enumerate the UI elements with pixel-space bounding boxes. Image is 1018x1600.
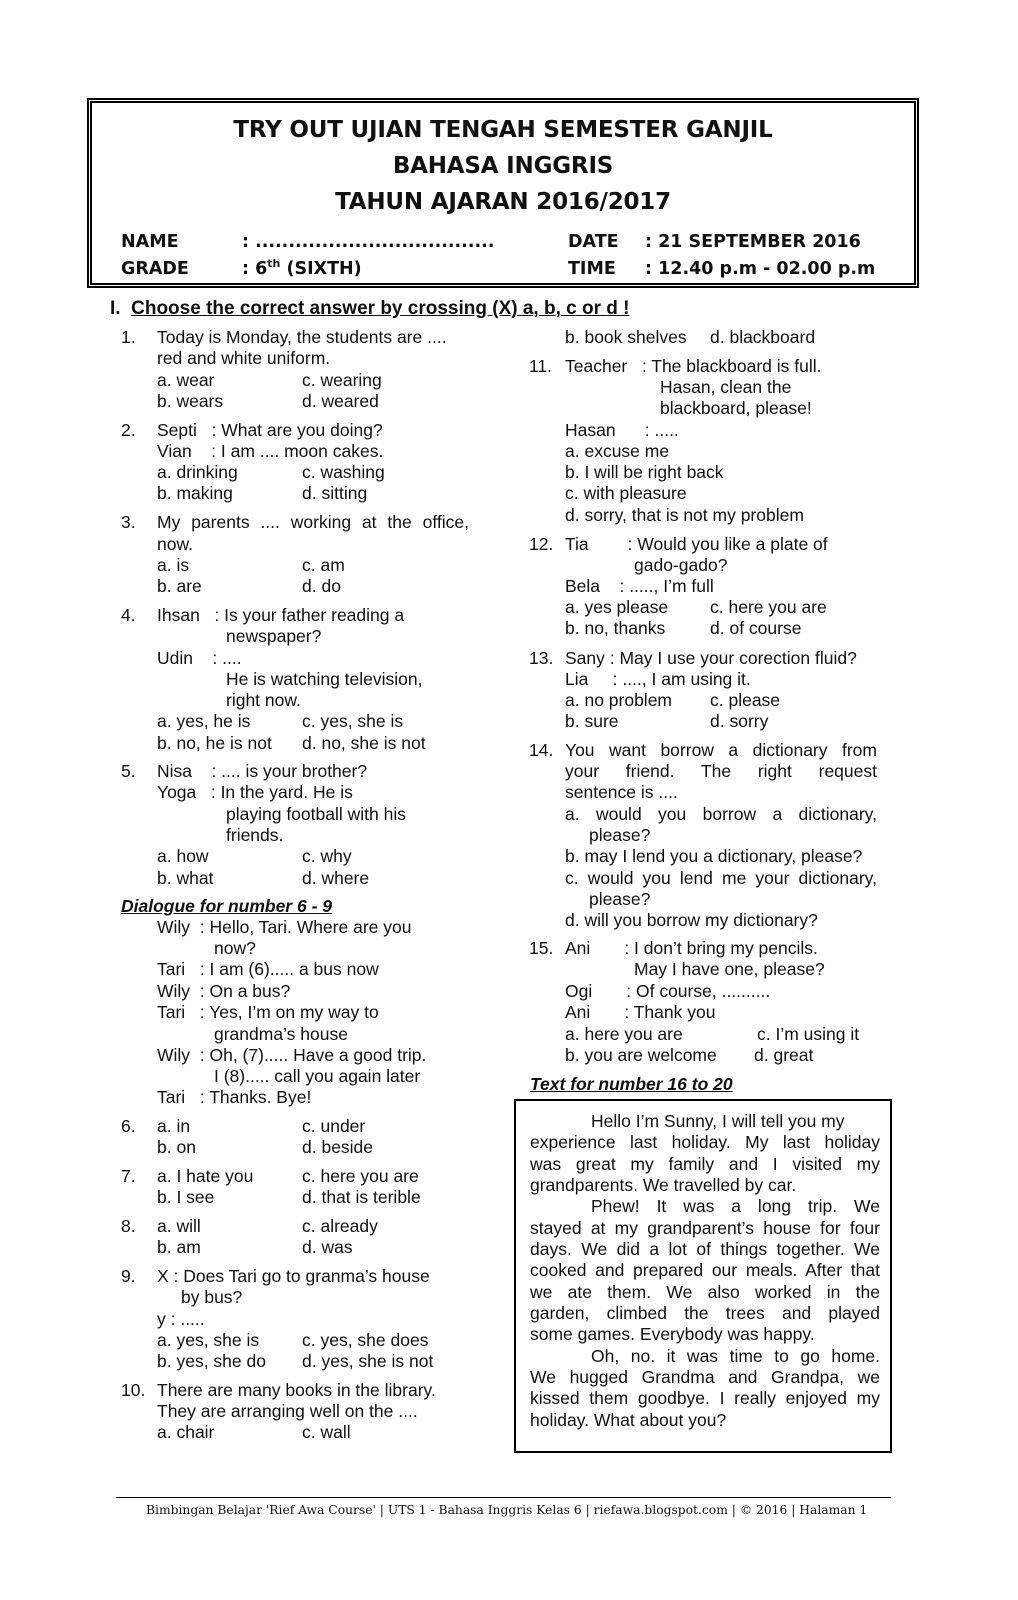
question-text: Bela : ....., I’m full — [565, 576, 714, 596]
answer-option-c[interactable]: c. why — [302, 846, 352, 866]
question-text: Hasan, clean the — [660, 377, 792, 397]
answer-option-d[interactable]: d. no, she is not — [302, 733, 426, 753]
question-text: Tia : Would you like a plate of — [565, 534, 828, 554]
answer-option-d[interactable]: d. where — [302, 868, 370, 888]
answer-option-a[interactable]: a. is — [157, 555, 190, 575]
text-heading: Text for number 16 to 20 — [530, 1074, 733, 1094]
grade-value: : 6th (SIXTH) — [242, 257, 362, 279]
question-text: now. — [157, 534, 193, 554]
question-text: right now. — [226, 690, 301, 710]
dialogue-line: Wily : Oh, (7)..... Have a good trip. — [157, 1045, 427, 1065]
question-text: friends. — [226, 825, 284, 845]
answer-option-c[interactable]: c. would you lend me your dictionary, — [565, 868, 877, 888]
time-label: TIME — [568, 259, 616, 279]
dialogue-line: Tari : Thanks. Bye! — [157, 1087, 312, 1107]
answer-option-d[interactable]: d. yes, she is not — [302, 1351, 434, 1371]
question-text: your friend. The right request — [565, 761, 877, 781]
answer-option-b[interactable]: b. no, thanks — [565, 618, 666, 638]
answer-option-b[interactable]: b. yes, she do — [157, 1351, 266, 1371]
question-number: 10. — [121, 1380, 146, 1400]
answer-option-a[interactable]: a. would you borrow a dictionary, — [565, 804, 877, 824]
passage-line: Oh, no. it was time to go home. — [591, 1346, 880, 1366]
answer-option-c[interactable]: c. wall — [302, 1422, 351, 1442]
answer-option-b[interactable]: b. book shelves — [565, 327, 687, 347]
question-text: Nisa : .... is your brother? — [157, 761, 368, 781]
page-footer: Bimbingan Belajar 'Rief Awa Course' | UTS 1 - Bahasa Inggris Kelas 6 | riefawa.blogspot.com | © 2016 | Halaman 1 — [146, 1503, 868, 1517]
answer-option-b[interactable]: b. sure — [565, 711, 619, 731]
question-number: 11. — [529, 356, 553, 376]
exam-header-box — [87, 98, 919, 288]
dialogue-line: I (8)..... call you again later — [214, 1066, 421, 1086]
answer-option-d[interactable]: d. will you borrow my dictionary? — [565, 910, 818, 930]
grade-label: GRADE — [121, 259, 189, 279]
name-label: NAME — [121, 232, 179, 252]
question-text: Septi : What are you doing? — [157, 420, 383, 440]
question-number: 3. — [121, 512, 136, 532]
answer-option-c[interactable]: c. here you are — [302, 1166, 419, 1186]
answer-option-c[interactable]: c. washing — [302, 462, 385, 482]
answer-option-b[interactable]: b. are — [157, 576, 202, 596]
exam-title: TRY OUT UJIAN TENGAH SEMESTER GANJIL — [233, 117, 773, 143]
answer-option-a[interactable]: a. chair — [157, 1422, 215, 1442]
passage-line: some games. Everybody was happy. — [530, 1324, 815, 1344]
passage-line: Hello I’m Sunny, I will tell you my — [591, 1111, 845, 1131]
answer-option-a[interactable]: a. drinking — [157, 462, 238, 482]
answer-option-d[interactable]: d. sorry — [710, 711, 769, 731]
passage-line: holiday. What about you? — [530, 1410, 727, 1430]
question-text: Vian : I am .... moon cakes. — [157, 441, 384, 461]
question-text: Teacher : The blackboard is full. — [565, 356, 822, 376]
question-text: There are many books in the library. — [157, 1380, 436, 1400]
reading-passage-box — [514, 1099, 892, 1453]
question-text: Ani : Thank you — [565, 1002, 716, 1022]
question-text: sentence is .... — [565, 782, 678, 802]
answer-option-b[interactable]: b. no, he is not — [157, 733, 272, 753]
passage-line: was great my family and I visited my — [530, 1154, 880, 1174]
answer-option-d[interactable]: d. that is terible — [302, 1187, 421, 1207]
question-text: You want borrow a dictionary from — [565, 740, 877, 760]
question-text: Ogi : Of course, .......... — [565, 981, 771, 1001]
answer-option-b[interactable]: b. making — [157, 483, 233, 503]
section-instruction: I. Choose the correct answer by crossing (X) a, b, c or d ! — [110, 298, 630, 319]
passage-line: grandparents. We travelled by car. — [530, 1175, 797, 1195]
answer-option-b[interactable]: b. I see — [157, 1187, 215, 1207]
subject-title: BAHASA INGGRIS — [392, 153, 614, 179]
answer-option-a[interactable]: a. excuse me — [565, 441, 670, 461]
question-number: 1. — [121, 327, 136, 347]
answer-option-b[interactable]: b. what — [157, 868, 214, 888]
question-number: 2. — [121, 420, 136, 440]
answer-option-a[interactable]: a. yes, he is — [157, 711, 251, 731]
dialogue-line: Tari : I am (6)..... a bus now — [157, 959, 379, 979]
time-value: : 12.40 p.m - 02.00 p.m — [645, 259, 876, 279]
answer-option-c[interactable]: c. please — [710, 690, 781, 710]
name-field: : .................................... — [242, 232, 495, 252]
question-number: 4. — [121, 605, 136, 625]
answer-option-d[interactable]: d. sorry, that is not my problem — [565, 505, 804, 525]
question-text: Lia : ...., I am using it. — [565, 669, 751, 689]
answer-option-b[interactable]: b. may I lend you a dictionary, please? — [565, 846, 863, 866]
question-text: Ani : I don’t bring my pencils. — [565, 938, 818, 958]
dialogue-heading: Dialogue for number 6 - 9 — [121, 896, 332, 916]
answer-option-d[interactable]: d. sitting — [302, 483, 368, 503]
question-text: newspaper? — [226, 626, 322, 646]
answer-option-b[interactable]: b. am — [157, 1237, 201, 1257]
question-text: Sany : May I use your corection fluid? — [565, 648, 857, 668]
answer-option-b[interactable]: b. on — [157, 1137, 196, 1157]
passage-line: days. We did a lot of things together. We — [530, 1239, 880, 1259]
question-text: y : ..... — [157, 1309, 205, 1329]
question-number: 9. — [121, 1266, 136, 1286]
answer-option-d[interactable]: d. was — [302, 1237, 353, 1257]
answer-option-c[interactable]: c. yes, she is — [302, 711, 404, 731]
answer-option-d[interactable]: d. of course — [710, 618, 802, 638]
passage-line: cooked and prepared our meals. After that — [530, 1260, 880, 1280]
answer-option-c[interactable]: c. with pleasure — [565, 483, 687, 503]
answer-option-c[interactable]: c. am — [302, 555, 345, 575]
question-number: 13. — [529, 648, 554, 668]
answer-option-c-cont[interactable]: please? — [589, 889, 651, 909]
answer-option-a[interactable]: a. how — [157, 846, 209, 866]
question-number: 6. — [121, 1116, 136, 1136]
answer-option-b[interactable]: b. you are welcome — [565, 1045, 717, 1065]
dialogue-line: Tari : Yes, I’m on my way to — [157, 1002, 379, 1022]
answer-option-d[interactable]: d. blackboard — [710, 327, 816, 347]
answer-option-d[interactable]: d. weared — [302, 391, 379, 411]
answer-option-d[interactable]: d. great — [754, 1045, 814, 1065]
question-text: He is watching television, — [226, 669, 423, 689]
question-text: playing football with his — [226, 804, 406, 824]
question-number: 12. — [529, 534, 554, 554]
answer-option-a-cont[interactable]: please? — [589, 825, 651, 845]
answer-option-a[interactable]: a. yes please — [565, 597, 669, 617]
question-text: Today is Monday, the students are .... — [157, 327, 447, 347]
question-text: Udin : .... — [157, 648, 242, 668]
passage-line: we ate them. We also worked in the — [530, 1282, 880, 1302]
answer-option-d[interactable]: d. beside — [302, 1137, 374, 1157]
answer-option-a[interactable]: a. yes, she is — [157, 1330, 260, 1350]
question-number: 5. — [121, 761, 136, 781]
dialogue-line: now? — [214, 938, 256, 958]
dialogue-line: Wily : On a bus? — [157, 981, 291, 1001]
answer-option-a[interactable]: a. in — [157, 1116, 191, 1136]
answer-option-c[interactable]: c. under — [302, 1116, 366, 1136]
passage-line: stayed at my grandparent’s house for four — [530, 1218, 880, 1238]
question-text: Yoga : In the yard. He is — [157, 782, 353, 802]
passage-line: experience last holiday. My last holiday — [530, 1132, 880, 1152]
answer-option-a[interactable]: a. wear — [157, 370, 215, 390]
question-text: X : Does Tari go to granma’s house — [157, 1266, 430, 1286]
question-text: red and white uniform. — [157, 348, 331, 368]
question-number: 8. — [121, 1216, 136, 1236]
question-text: May I have one, please? — [634, 959, 825, 979]
answer-option-c[interactable]: c. wearing — [302, 370, 382, 390]
question-text: They are arranging well on the .... — [157, 1401, 418, 1421]
dialogue-line: grandma’s house — [214, 1024, 348, 1044]
date-value: : 21 SEPTEMBER 2016 — [645, 232, 861, 252]
answer-option-b[interactable]: b. wears — [157, 391, 224, 411]
question-text: gado-gado? — [634, 555, 728, 575]
answer-option-a[interactable]: a. here you are — [565, 1024, 683, 1044]
passage-line: Phew! It was a long trip. We — [591, 1196, 880, 1216]
question-text: blackboard, please! — [660, 398, 812, 418]
dialogue-line: Wily : Hello, Tari. Where are you — [157, 917, 412, 937]
answer-option-c[interactable]: c. I’m using it — [757, 1024, 860, 1044]
date-label: DATE — [568, 232, 619, 252]
answer-option-d[interactable]: d. do — [302, 576, 341, 596]
question-text: Hasan : ..... — [565, 420, 679, 440]
passage-line: kissed them goodbye. I really enjoyed my — [530, 1388, 880, 1408]
answer-option-a[interactable]: a. no problem — [565, 690, 673, 710]
answer-option-c[interactable]: c. yes, she does — [302, 1330, 429, 1350]
question-text: by bus? — [181, 1287, 243, 1307]
question-text: My parents .... working at the office, — [157, 512, 469, 532]
question-number: 15. — [529, 938, 554, 958]
question-number: 14. — [529, 740, 554, 760]
passage-line: garden, climbed the trees and played — [530, 1303, 880, 1323]
academic-year-title: TAHUN AJARAN 2016/2017 — [335, 189, 671, 215]
answer-option-b[interactable]: b. I will be right back — [565, 462, 724, 482]
passage-line: We hugged Grandma and Grandpa, we — [530, 1367, 880, 1387]
answer-option-c[interactable]: c. already — [302, 1216, 378, 1236]
question-text: Ihsan : Is your father reading a — [157, 605, 405, 625]
question-number: 7. — [121, 1166, 136, 1186]
footer-divider — [116, 1497, 891, 1498]
answer-option-a[interactable]: a. will — [157, 1216, 201, 1236]
answer-option-c[interactable]: c. here you are — [710, 597, 827, 617]
answer-option-a[interactable]: a. I hate you — [157, 1166, 254, 1186]
